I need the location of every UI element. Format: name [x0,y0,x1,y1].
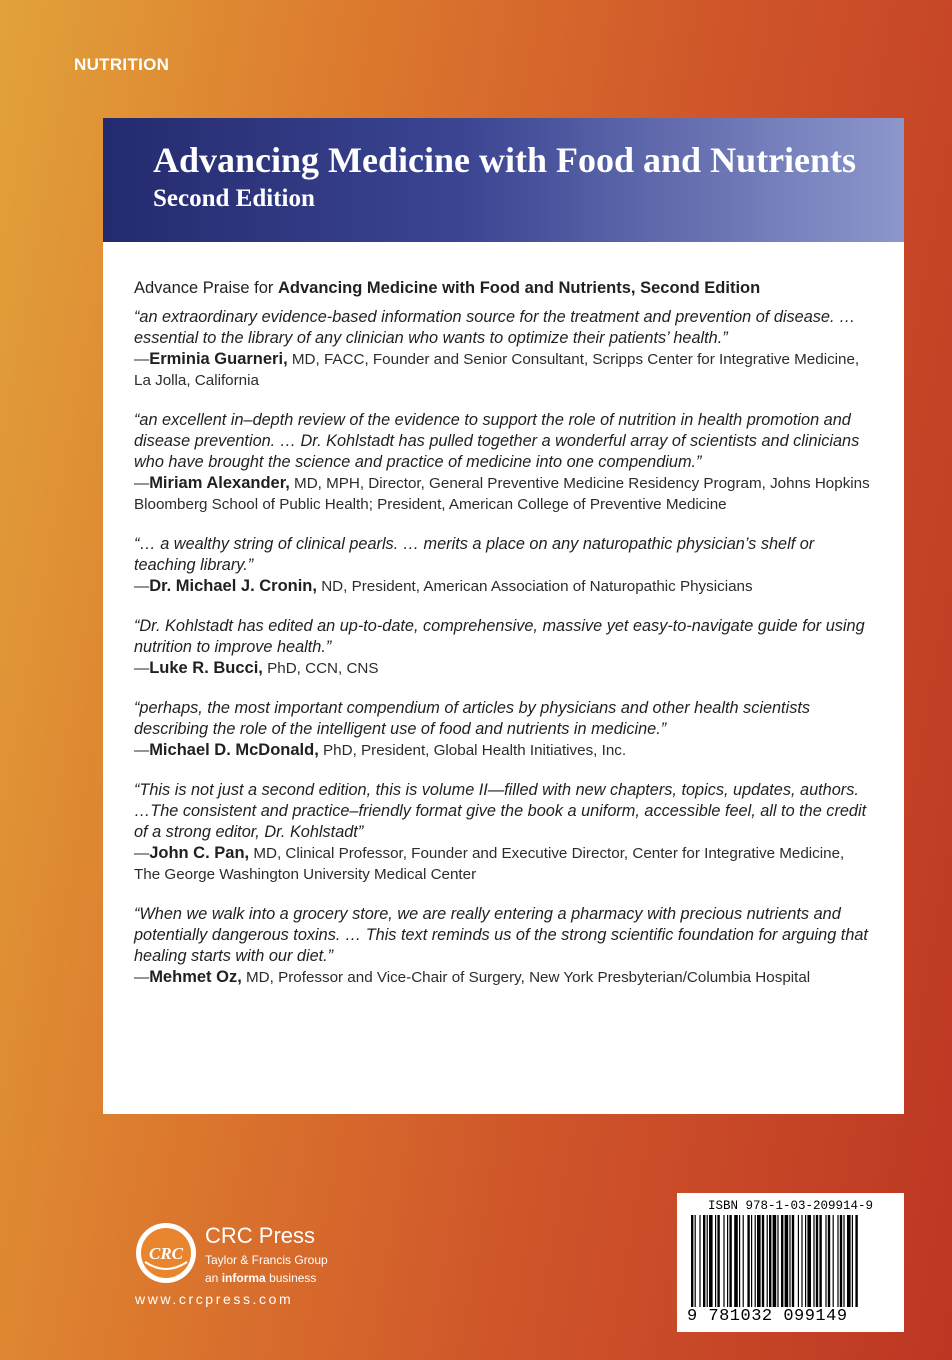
reviewer-name: John C. Pan, [149,844,250,862]
publisher-block [135,1222,395,1312]
business-brand: informa [221,1271,266,1285]
barcode-bar [767,1215,768,1307]
praise-panel [103,242,904,1114]
barcode-icon [687,1215,894,1307]
barcode-bar [816,1215,818,1307]
barcode-bar [801,1215,802,1307]
reviewer-name: Mehmet Oz, [149,968,242,986]
praise-intro [134,277,874,299]
reviewer-credentials: ND, President, American Association of Naturopathic Physicians [321,578,753,595]
reviewer-credentials: MD, Clinical Professor, Founder and Executive Director, Center for Integrative Medicine, The George Washington University Medical Center [134,845,845,883]
reviewer-name: Dr. Michael J. Cronin, [149,577,317,595]
review-attribution: —Miriam Alexander, MD, MPH, Director, General Preventive Medicine Residency Program, Johns Hopkins Bloomberg School of Public Health; President, American College of Preventive Medicine [134,474,870,513]
publisher-website: www.crcpress.com [135,1291,294,1307]
isbn-label: ISBN 978-1-03-209914-9 [707,1199,874,1213]
book-edition: Second Edition [153,185,315,212]
barcode-bar [819,1215,821,1307]
publisher-name: CRC Press [205,1223,316,1248]
barcode-bar [777,1215,778,1307]
barcode-bar [785,1215,789,1307]
review [134,616,874,679]
review-attribution: —Mehmet Oz, MD, Professor and Vice-Chair of Surgery, New York Presbyterian/Columbia Hospital [134,968,811,986]
crc-logo-icon [135,1222,197,1284]
review-quote: “When we walk into a grocery store, we are really entering a pharmacy with precious nutrients and potentially dangerous toxins. … This text reminds us of the strong scientific foundation for arguing that healing starts with our diet.” [134,905,868,965]
barcode-bar [695,1215,696,1307]
review-attribution: —Michael D. McDonald, PhD, President, Global Health Initiatives, Inc. [134,741,627,759]
reviewer-name: Miriam Alexander, [149,474,290,492]
business-prefix: an [205,1271,219,1285]
barcode-bar [792,1215,794,1307]
barcode-bar [743,1215,744,1307]
barcode-digits: 9 781032 099149 [687,1307,848,1326]
praise-intro-book: Advancing Medicine with Food and Nutrients, Second Edition [278,279,761,297]
reviewer-credentials: PhD, President, Global Health Initiatives, Inc. [323,742,627,759]
barcode-bar [837,1215,838,1307]
reviewer-credentials: PhD, CCN, CNS [267,660,379,677]
barcode-bar [734,1215,738,1307]
book-title: Advancing Medicine with Food and Nutrients [153,140,857,180]
publisher-group: Taylor & Francis Group [205,1253,328,1267]
barcode-bar [699,1215,700,1307]
barcode-bar [855,1215,857,1307]
reviewer-credentials: MD, MPH, Director, General Preventive Medicine Residency Program, Johns Hopkins Bloomberg School of Public Health; President, American College of Preventive Medicine [134,475,870,513]
barcode-bar [807,1215,811,1307]
barcode-bar [781,1215,783,1307]
barcode-bar [703,1215,705,1307]
review-attribution: —Luke R. Bucci, PhD, CCN, CNS [134,659,379,677]
barcode-bar [847,1215,851,1307]
barcode-bar [715,1215,716,1307]
business-suffix: business [269,1271,317,1285]
barcode-bar [751,1215,752,1307]
publisher-business [205,1271,316,1285]
barcode-bar [707,1215,708,1307]
barcode-bar [739,1215,740,1307]
review-quote: “… a wealthy string of clinical pearls. … merits a place on any naturopathic physician’s shelf or teaching library.” [134,535,815,574]
barcode-box [677,1193,904,1332]
reviewer-credentials: MD, FACC, Founder and Senior Consultant, Scripps Center for Integrative Medicine, La Jolla, California [134,351,860,389]
barcode-bar [747,1215,749,1307]
barcode-bar [691,1215,693,1307]
barcode-bar [840,1215,842,1307]
barcode-bar [805,1215,806,1307]
reviewer-credentials: MD, Professor and Vice-Chair of Surgery, New York Presbyterian/Columbia Hospital [246,969,811,986]
review [134,904,874,988]
review [134,698,874,761]
review-quote: “an extraordinary evidence-based information source for the treatment and prevention of disease. … essential to the library of any clinician who wants to optimize their patients’ health.” [134,308,856,347]
reviewer-name: Michael D. McDonald, [149,741,319,759]
barcode-bar [723,1215,724,1307]
review-attribution: —Dr. Michael J. Cronin, ND, President, American Association of Naturopathic Physicians [134,577,753,595]
barcode-bar [727,1215,728,1307]
barcode-bar [769,1215,771,1307]
barcode-bar [798,1215,799,1307]
barcode-bar [789,1215,790,1307]
crc-logo-text: CRC [148,1244,184,1263]
review-quote: “an excellent in–depth review of the evidence to support the role of nutrition in health promotion and disease prevention. … Dr. Kohlstadt has pulled together a wonderful array of scientists and clinicians who have brought the science and practice of medicine into one compendium.” [134,411,860,471]
barcode-bar [762,1215,764,1307]
barcode-bar [833,1215,834,1307]
barcode-bar [843,1215,844,1307]
barcode-bar [709,1215,713,1307]
title-band [103,118,904,242]
barcode-bar [717,1215,719,1307]
reviewer-name: Luke R. Bucci, [149,659,263,677]
barcode-bar [729,1215,731,1307]
barcode-bar [852,1215,853,1307]
review-quote: “This is not just a second edition, this is volume II—filled with new chapters, topics, updates, authors. …The consistent and practice–friendly format give the book a uniform, accessible feel, all to the credit of a strong editor, Dr. Kohlstadt” [134,781,867,841]
category-label: NUTRITION [74,55,170,74]
review-attribution: —John C. Pan, MD, Clinical Professor, Founder and Executive Director, Center for Integrative Medicine, The George Washington University Medical Center [134,844,845,883]
barcode-bar [828,1215,830,1307]
review [134,410,874,515]
review-attribution: —Erminia Guarneri, MD, FACC, Founder and Senior Consultant, Scripps Center for Integrative Medicine, La Jolla, California [134,350,860,389]
praise-intro-prefix: Advance Praise for [134,279,274,297]
barcode-bar [825,1215,826,1307]
barcode-bar [813,1215,814,1307]
review-quote: “Dr. Kohlstadt has edited an up-to-date, comprehensive, massive yet easy-to-navigate guide for using nutrition to improve health.” [134,617,865,656]
review-quote: “perhaps, the most important compendium of articles by physicians and other health scientists describing the role of the intelligent use of food and nutrients in medicine.” [134,699,811,738]
reviewer-name: Erminia Guarneri, [149,350,288,368]
review [134,307,874,391]
barcode-bar [755,1215,756,1307]
review [134,534,874,597]
review [134,780,874,885]
barcode-bar [757,1215,761,1307]
barcode-bar [773,1215,777,1307]
